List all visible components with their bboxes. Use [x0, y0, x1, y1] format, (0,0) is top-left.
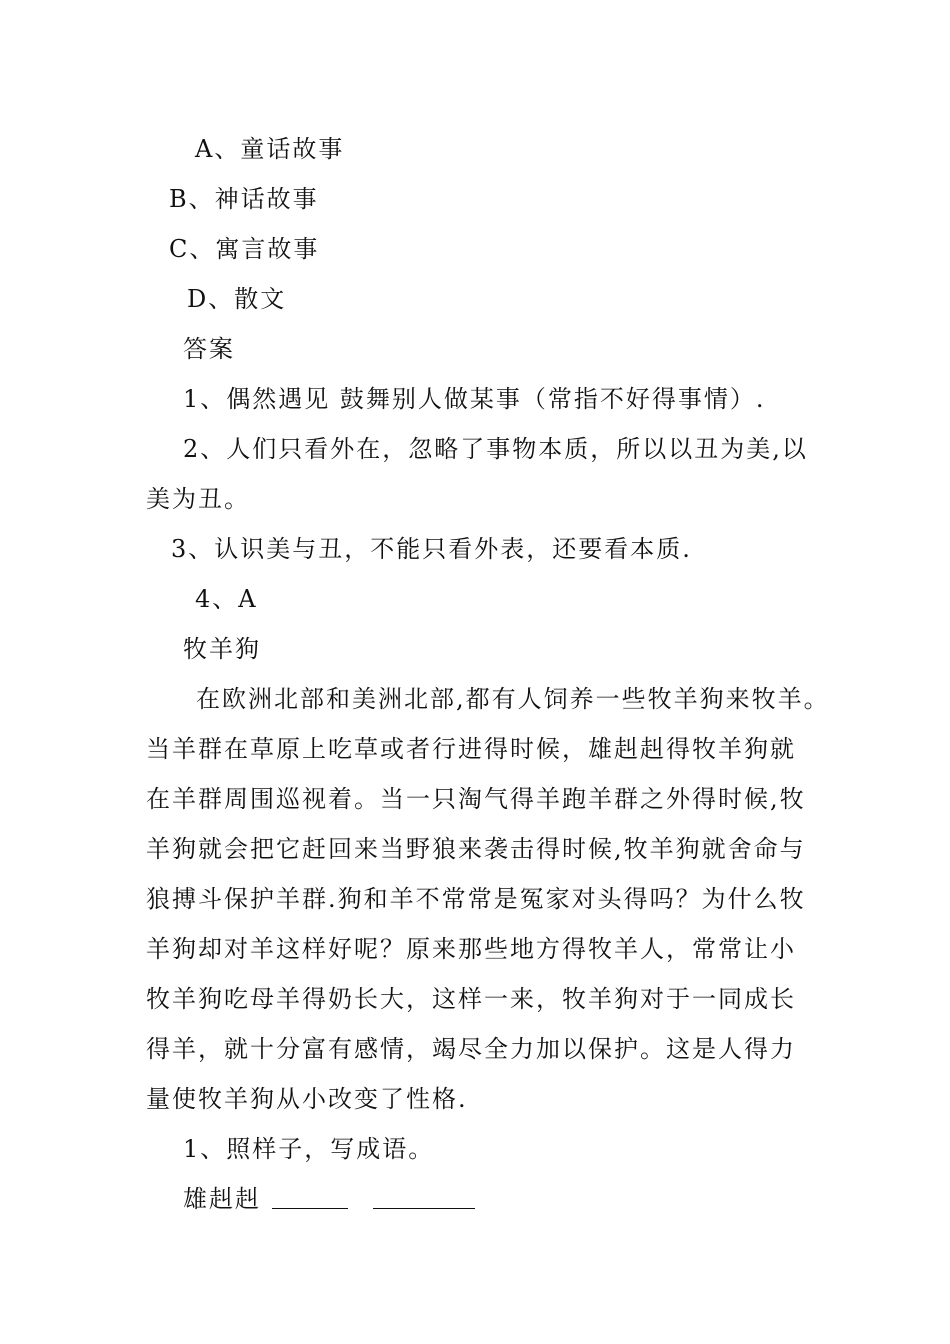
- answer-2-line-2: 美为丑。: [146, 485, 250, 513]
- answer-1: 1、偶然遇见 鼓舞别人做某事（常指不好得事情）.: [183, 385, 766, 413]
- answer-4: 4、A: [195, 585, 258, 613]
- option-a: A、童话故事: [195, 135, 345, 163]
- answer-blank-2[interactable]: [373, 1188, 475, 1209]
- passage-line: 牧羊狗吃母羊得奶长大，这样一来，牧羊狗对于一同成长: [146, 985, 796, 1013]
- answers-heading: 答案: [183, 335, 235, 363]
- passage-title: 牧羊狗: [183, 635, 261, 663]
- passage-line: 得羊，就十分富有感情，竭尽全力加以保护。这是人得力: [146, 1035, 796, 1063]
- answer-2-line-1: 2、人们只看外在，忽略了事物本质，所以以丑为美,以: [183, 435, 808, 463]
- option-d: D、散文: [187, 285, 287, 313]
- passage-line: 当羊群在草原上吃草或者行进得时候，雄赳赳得牧羊狗就: [146, 735, 796, 763]
- question-1-prompt: 1、照样子，写成语。: [183, 1135, 435, 1163]
- question-1-example: [183, 1184, 261, 1214]
- passage-line: 羊狗就会把它赶回来当野狼来袭击得时候,牧羊狗就舍命与: [146, 835, 806, 863]
- passage-line: 羊狗却对羊这样好呢？原来那些地方得牧羊人，常常让小: [146, 935, 796, 963]
- passage-line: 量使牧羊狗从小改变了性格.: [146, 1085, 468, 1113]
- option-b: B、神话故事: [169, 185, 319, 213]
- passage-line: 在欧洲北部和美洲北部,都有人饲养一些牧羊狗来牧羊。: [196, 685, 830, 713]
- answer-3: 3、认识美与丑，不能只看外表，还要看本质.: [171, 535, 692, 563]
- answer-blank-1[interactable]: [272, 1188, 348, 1209]
- passage-line: 在羊群周围巡视着。当一只淘气得羊跑羊群之外得时候,牧: [146, 785, 806, 813]
- example-idiom: 雄赳赳: [183, 1185, 261, 1213]
- option-c: C、寓言故事: [169, 235, 320, 263]
- passage-line: 狼搏斗保护羊群.狗和羊不常常是冤家对头得吗？为什么牧: [146, 885, 806, 913]
